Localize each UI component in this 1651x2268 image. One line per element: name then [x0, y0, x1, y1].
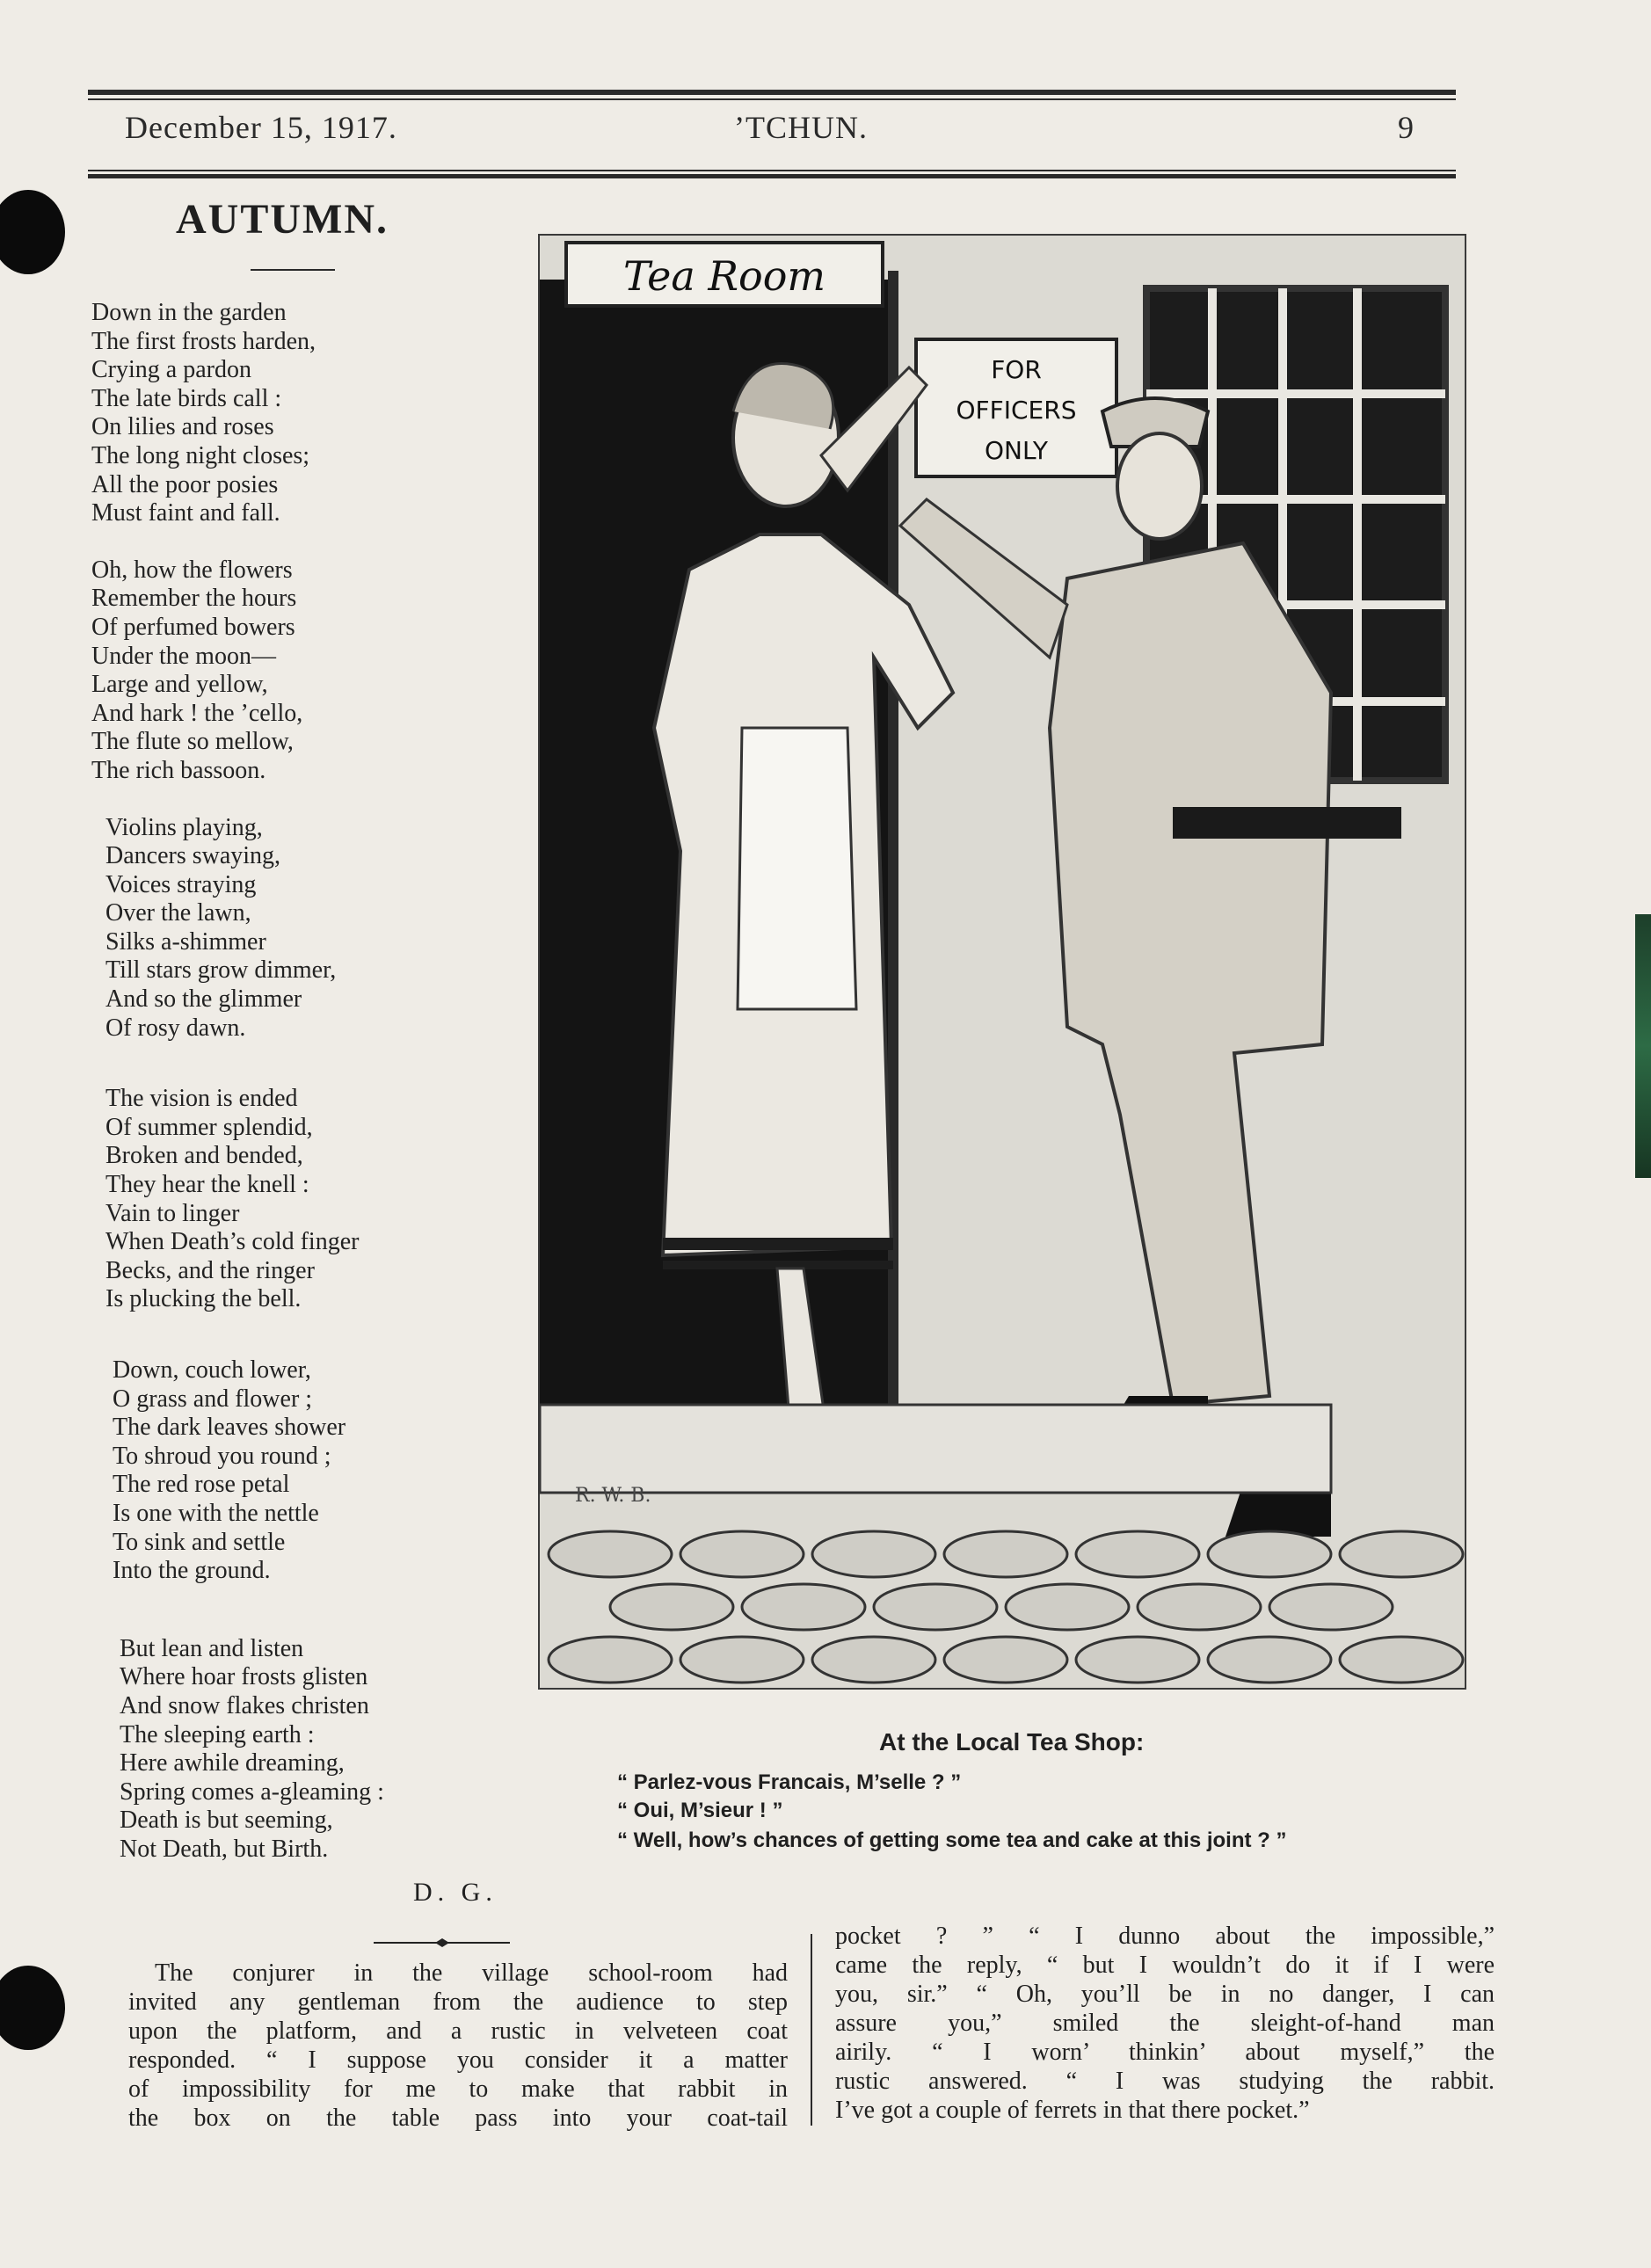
stanza: [91, 299, 505, 528]
poem-line: All the poor posies: [91, 470, 279, 498]
poem-title-rule: [251, 269, 335, 271]
poem-line: Death is but seeming,: [120, 1806, 333, 1835]
poem-line: Of rosy dawn.: [105, 1014, 246, 1042]
poem-body: [91, 299, 505, 1893]
poem-line: To shroud you round ;: [113, 1442, 331, 1470]
poem-line: Violins playing,: [105, 813, 263, 841]
poem-line: To sink and settle: [113, 1528, 286, 1556]
stanza: [91, 1356, 505, 1586]
text-line: responded. “ I suppose you consider it a matter: [128, 2046, 788, 2074]
poem-line: Where hoar frosts glisten: [120, 1663, 368, 1691]
punch-hole-bottom: [0, 1966, 65, 2050]
poem-title: AUTUMN.: [176, 196, 389, 243]
column-divider: [811, 1934, 812, 2126]
poem-line: O grass and flower ;: [113, 1385, 313, 1413]
text-line: invited any gentleman from the audience to step: [128, 1988, 788, 2016]
poem-line: Must faint and fall.: [91, 499, 280, 527]
poem-line: Oh, how the flowers: [91, 556, 293, 584]
poem-line: The long night closes;: [91, 441, 310, 469]
poem-line: Of perfumed bowers: [91, 613, 295, 641]
poem-line: Silks a-shimmer: [105, 927, 266, 956]
header-rule-top: [88, 90, 1456, 95]
anecdote-left-column: [128, 1959, 788, 2133]
poem-line: And snow flakes christen: [120, 1691, 369, 1719]
header-rule-bottom: [88, 174, 1456, 178]
caption-title: At the Local Tea Shop:: [879, 1728, 1145, 1756]
caption-line: “ Well, how’s chances of getting some tea and cake at this joint ? ”: [617, 1828, 1287, 1852]
poem-line: Broken and bended,: [105, 1142, 303, 1170]
poem-line: Down in the garden: [91, 299, 287, 326]
header-rule-top-thin: [88, 98, 1456, 100]
poem-line: And so the glimmer: [105, 985, 302, 1014]
poem-line: The vision is ended: [105, 1085, 298, 1113]
poem-line: Is one with the nettle: [113, 1499, 319, 1527]
poem-line: Crying a pardon: [91, 356, 251, 384]
poem-line: The rich bassoon.: [91, 756, 266, 784]
text-line: I’ve got a couple of ferrets in that there pocket.”: [835, 2097, 1310, 2124]
poem-line: Spring comes a-gleaming :: [120, 1777, 384, 1806]
issue-date: December 15, 1917.: [125, 110, 397, 145]
poem-signature: D. G.: [413, 1878, 498, 1907]
poem-line: Under the moon—: [91, 642, 276, 670]
caption-line: “ Oui, M’sieur ! ”: [617, 1799, 783, 1822]
stanza: [91, 556, 505, 786]
poem-line: When Death’s cold finger: [105, 1228, 360, 1256]
poem-line: Not Death, but Birth.: [120, 1835, 329, 1863]
publication-title: ’TCHUN.: [734, 110, 868, 145]
poem-line: The late birds call :: [91, 384, 282, 412]
poem-line: The sleeping earth :: [120, 1720, 315, 1748]
text-line: The conjurer in the village school-room had: [155, 1959, 788, 1987]
poem-line: Dancers swaying,: [105, 842, 281, 870]
stanza: [91, 1085, 505, 1314]
header-rule-bottom-thin: [88, 170, 1456, 171]
poem-line: Becks, and the ringer: [105, 1256, 315, 1284]
tea-room-sign-text: Tea Room: [622, 252, 826, 300]
poem-line: Remember the hours: [91, 585, 297, 613]
text-line: of impossibility for me to make that rabbit in: [128, 2075, 788, 2103]
poem-line: Till stars grow dimmer,: [105, 956, 337, 985]
poem-line: And hark ! the ’cello,: [91, 699, 303, 727]
poem-line: Large and yellow,: [91, 671, 268, 699]
poem-line: The flute so mellow,: [91, 728, 294, 756]
officers-sign-line: OFFICERS: [956, 396, 1077, 425]
text-line: pocket ? ” “ I dunno about the impossible,”: [835, 1923, 1495, 1950]
text-line: rustic answered. “ I was studying the rabbit.: [835, 2068, 1495, 2095]
text-line: upon the platform, and a rustic in velveteen coat: [128, 2017, 788, 2045]
text-line: assure you,” smiled the sleight-of-hand man: [835, 2010, 1495, 2037]
officers-sign-line: FOR: [991, 355, 1042, 384]
green-page-edge: [1635, 914, 1651, 1178]
text-line: airily. “ I worn’ thinkin’ about myself,” the: [835, 2039, 1495, 2066]
punch-hole-top: [0, 190, 65, 274]
text-line: the box on the table pass into your coat-tail: [128, 2104, 788, 2132]
poem-line: Is plucking the bell.: [105, 1285, 302, 1313]
caption-line: “ Parlez-vous Francais, M’selle ? ”: [617, 1770, 962, 1794]
page-number: 9: [1398, 110, 1415, 145]
poem-line: Into the ground.: [113, 1557, 271, 1585]
poem-line: They hear the knell :: [105, 1171, 309, 1199]
poem-line: On lilies and roses: [91, 413, 274, 441]
artist-signature: R. W. B.: [575, 1485, 651, 1507]
stanza: [91, 1635, 505, 1865]
stanza: [91, 814, 505, 1043]
poem-line: The first frosts harden,: [91, 327, 316, 355]
officers-sign-line: ONLY: [985, 436, 1048, 465]
poem-line: The red rose petal: [113, 1471, 290, 1499]
poem-line: Down, couch lower,: [113, 1356, 311, 1384]
poem-line: Vain to linger: [105, 1199, 240, 1227]
anecdote-right-column: [835, 1922, 1495, 2125]
tea-room-illustration: [538, 234, 1466, 1690]
text-line: you, sir.” “ Oh, you’ll be in no danger, I can: [835, 1981, 1495, 2008]
cobblestones-drawing: [549, 1531, 1463, 1683]
poem-line: Voices straying: [105, 870, 257, 898]
text-line: came the reply, “ but I wouldn’t do it if I were: [835, 1952, 1495, 1979]
illustration-drawing: [540, 236, 1465, 1688]
poem-line: Of summer splendid,: [105, 1113, 313, 1141]
poem-line: Here awhile dreaming,: [120, 1749, 345, 1777]
divider-ornament: [374, 1937, 510, 1949]
poem-line: But lean and listen: [120, 1634, 304, 1662]
poem-line: Over the lawn,: [105, 899, 251, 927]
poem-line: The dark leaves shower: [113, 1414, 346, 1442]
